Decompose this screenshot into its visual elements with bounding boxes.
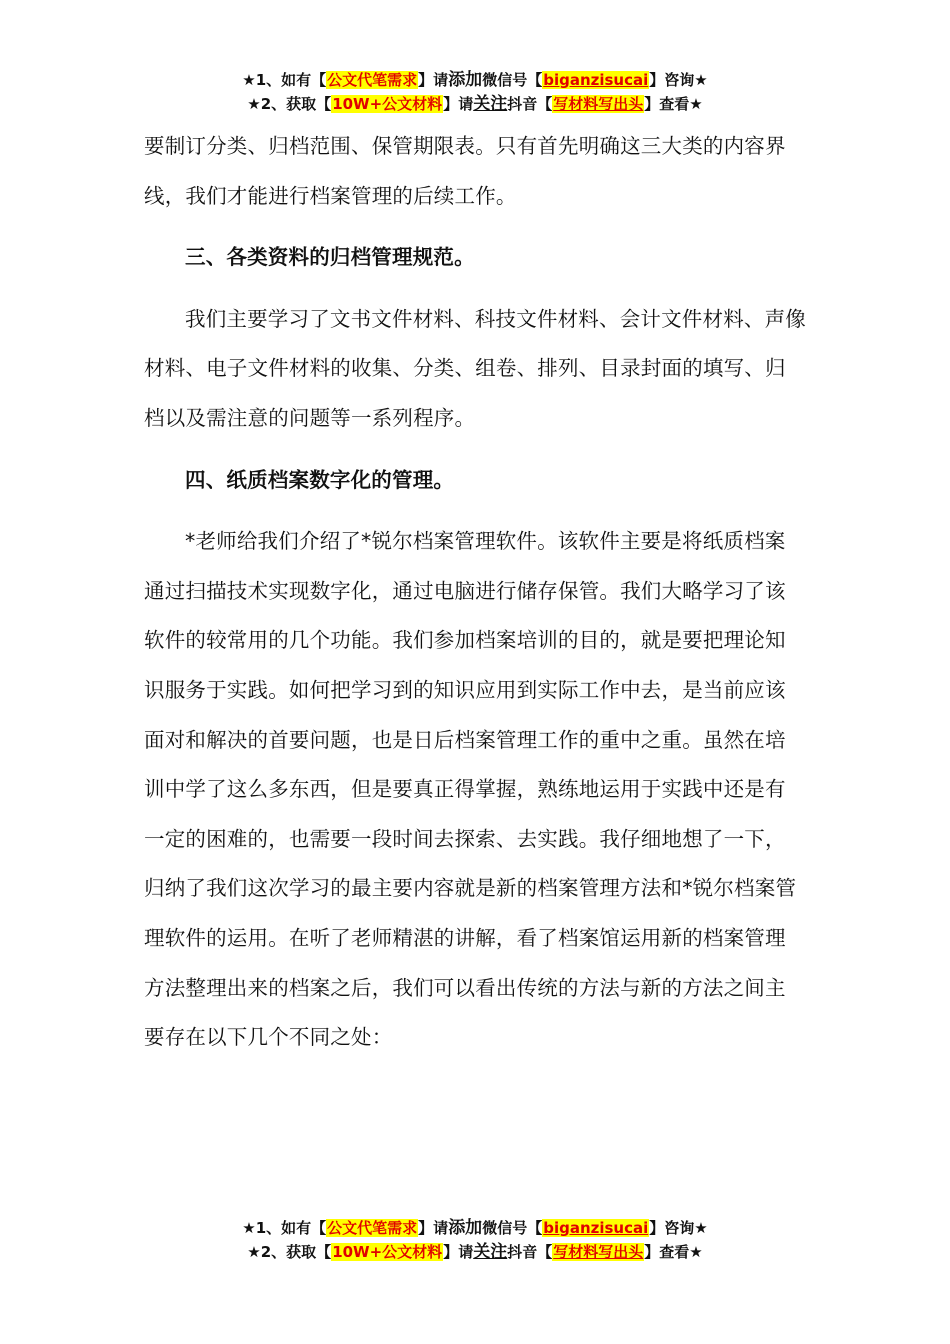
footer-banner bbox=[0, 1216, 950, 1264]
banner-text: 1、如有【 bbox=[255, 1219, 327, 1237]
wechat-id: biganzisucai bbox=[543, 1219, 649, 1237]
banner-line-1 bbox=[0, 1216, 950, 1240]
banner-text: 】请 bbox=[418, 71, 449, 89]
star-icon: ★ bbox=[694, 1219, 708, 1237]
star-icon: ★ bbox=[694, 71, 708, 89]
banner-text: 】请 bbox=[443, 95, 474, 113]
banner-line-1 bbox=[0, 68, 950, 92]
emphasis-text: 关注 bbox=[473, 94, 508, 114]
emphasis-text: 添加 bbox=[448, 70, 483, 90]
star-icon: ★ bbox=[247, 95, 261, 113]
highlight-text: 10W+公文材料 bbox=[332, 95, 443, 113]
section-heading-3: 三、各类资料的归档管理规范。 bbox=[185, 245, 475, 270]
paragraph-1: 要制订分类、归档范围、保管期限表。只有首先明确这三大类的内容界线，我们才能进行档案管理的后续工作。 bbox=[144, 134, 786, 208]
banner-text: 2、获取【 bbox=[260, 95, 332, 113]
banner-text: 】查看 bbox=[644, 95, 690, 113]
wechat-id: biganzisucai bbox=[543, 71, 649, 89]
emphasis-text: 添加 bbox=[448, 1218, 483, 1238]
star-icon: ★ bbox=[247, 1243, 261, 1261]
banner-text: 微信号【 bbox=[482, 71, 543, 89]
section-heading-4: 四、纸质档案数字化的管理。 bbox=[185, 467, 455, 492]
paragraph-2: 我们主要学习了文书文件材料、科技文件材料、会计文件材料、声像材料、电子文件材料的收集、分类、组卷、排列、目录封面的填写、归档以及需注意的问题等一系列程序。 bbox=[144, 306, 806, 430]
banner-text: 】请 bbox=[418, 1219, 449, 1237]
douyin-id: 写材料写出头 bbox=[553, 95, 644, 113]
banner-text: 抖音【 bbox=[507, 95, 553, 113]
banner-text: 】查看 bbox=[644, 1243, 690, 1261]
banner-text: 】咨询 bbox=[649, 71, 695, 89]
emphasis-text: 关注 bbox=[473, 1242, 508, 1262]
banner-line-2 bbox=[0, 1240, 950, 1264]
banner-text: 1、如有【 bbox=[255, 71, 327, 89]
star-icon: ★ bbox=[242, 71, 256, 89]
star-icon: ★ bbox=[689, 95, 703, 113]
highlight-text: 公文代笔需求 bbox=[327, 1219, 418, 1237]
document-body bbox=[144, 122, 806, 1063]
banner-text: 抖音【 bbox=[507, 1243, 553, 1261]
banner-text: 2、获取【 bbox=[260, 1243, 332, 1261]
paragraph-3: *老师给我们介绍了*锐尔档案管理软件。该软件主要是将纸质档案通过扫描技术实现数字化，通过电脑进行储存保管。我们大略学习了该软件的较常用的几个功能。我们参加档案培训的目的，就是要把理论知识服务于实践。如何把学习到的知识应用到实际工作中去，是当前应该面对和解决的首要问题，也是日后档案管理工作的重中之重。虽然在培训中学了这么多东西，但是要真正得掌握，熟练地运用于实践中还是有一定的困难的，也需要一段时间去探索、去实践。我仔细地想了一下，归纳了我们这次学习的最主要内容就是新的档案管理方法和*锐尔档案管理软件的运用。在听了老师精湛的讲解，看了档案馆运用新的档案管理方法整理出来的档案之后，我们可以看出传统的方法与新的方法之间主要存在以下几个不同之处： bbox=[144, 529, 797, 1050]
star-icon: ★ bbox=[689, 1243, 703, 1261]
star-icon: ★ bbox=[242, 1219, 256, 1237]
banner-text: 微信号【 bbox=[482, 1219, 543, 1237]
header-banner bbox=[0, 68, 950, 116]
highlight-text: 10W+公文材料 bbox=[332, 1243, 443, 1261]
banner-text: 】请 bbox=[443, 1243, 474, 1261]
banner-text: 】咨询 bbox=[649, 1219, 695, 1237]
highlight-text: 公文代笔需求 bbox=[327, 71, 418, 89]
banner-line-2 bbox=[0, 92, 950, 116]
douyin-id: 写材料写出头 bbox=[553, 1243, 644, 1261]
